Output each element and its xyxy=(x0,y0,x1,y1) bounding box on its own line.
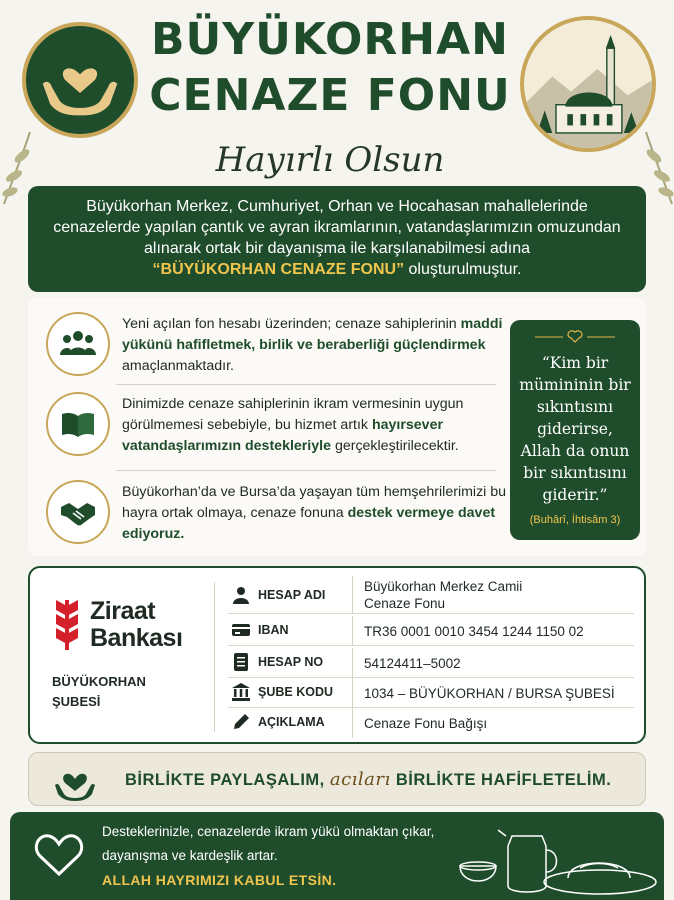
description-row xyxy=(228,708,634,738)
row-label: AÇIKLAMA xyxy=(258,715,325,729)
quote-source: (Buhârî, İhtisâm 3) xyxy=(529,514,621,526)
feature-text-1 xyxy=(122,314,512,377)
feature-3-bold: destek vermeye davet ediyoruz. xyxy=(122,505,496,542)
row-label: HESAP NO xyxy=(258,655,324,669)
quote-text: “Kim bir mümininin bir sıkıntısını giderirse, Allah da onun bir sıkıntısını giderir.” xyxy=(519,354,631,504)
branch-line-1: BÜYÜKORHAN xyxy=(52,674,146,689)
slogan-script: acıları xyxy=(329,769,391,790)
branch-code-value: 1034 – BÜYÜKORHAN / BURSA ŞUBESİ xyxy=(364,686,615,701)
footer-line-1: Desteklerinizle, cenazelerde ikram yükü olmaktan çıkar, xyxy=(102,824,435,839)
description-value: Cenaze Fonu Bağışı xyxy=(364,716,488,731)
hadith-quote-card xyxy=(510,320,640,540)
intro-text: Büyükorhan Merkez, Cumhuriyet, Orhan ve Hocahasan mahallelerinde cenazelerde yapılan çantık ve ayran ikramlarının, vatandaşlarımızın omuzundan alınarak ortak bir dayanışma ile karşılanabilmesi adına xyxy=(53,198,621,257)
account-number-row xyxy=(228,648,634,678)
feature-text-2 xyxy=(122,394,512,457)
feature-1-text-b: amaçlanmaktadır. xyxy=(122,358,234,374)
bank-info-box xyxy=(28,566,646,744)
title-line-2: CENAZE FONU xyxy=(149,70,511,121)
bank-name-line-1: Ziraat xyxy=(90,597,156,625)
hands-heart-icon xyxy=(26,26,134,134)
feature-2-text-b: gerçekleştirilecektir. xyxy=(334,438,459,454)
slogan-part-1: BİRLİKTE PAYLAŞALIM, xyxy=(125,771,325,789)
hands-heart-emblem xyxy=(22,22,138,138)
people-icon xyxy=(46,312,110,376)
row-label: ŞUBE KODU xyxy=(258,685,334,699)
wheat-icon xyxy=(52,596,82,652)
footer-line-2: dayanışma ve kardeşlik artar. xyxy=(102,848,278,863)
ziraat-bank-logo xyxy=(52,596,202,656)
divider xyxy=(352,576,353,613)
book-icon xyxy=(46,392,110,456)
feature-item-1 xyxy=(46,312,506,384)
footer-line-3: ALLAH HAYRIMIZI KABUL ETSİN. xyxy=(102,872,337,888)
feature-item-2 xyxy=(46,392,506,464)
handshake-icon xyxy=(46,480,110,544)
account-number-value[interactable]: 54124411–5002 xyxy=(364,656,461,671)
account-name-line-2: Cenaze Fonu xyxy=(364,596,446,611)
ayran-and-food-illustration xyxy=(450,816,660,900)
document-icon xyxy=(232,653,250,671)
intro-text-end: oluşturulmuştur. xyxy=(408,261,522,278)
branch-code-row xyxy=(228,678,634,708)
bank-icon xyxy=(232,683,250,701)
feature-1-bold: maddi yükünü hafifletmek, birlik ve beraberliği güçlendirmek xyxy=(122,316,503,353)
title-line-1: BÜYÜKORHAN xyxy=(151,14,509,65)
divider xyxy=(352,708,353,738)
feature-item-3 xyxy=(46,480,506,552)
mosque-icon xyxy=(524,20,652,148)
features-panel xyxy=(28,298,646,556)
feature-text-3 xyxy=(122,482,512,545)
intro-box xyxy=(28,186,646,292)
divider xyxy=(214,582,215,732)
bank-name xyxy=(90,598,182,652)
intro-highlight: “BÜYÜKORHAN CENAZE FONU” xyxy=(152,261,405,278)
feature-1-text-a: Yeni açılan fon hesabı üzerinden; cenaze sahiplerinin xyxy=(122,316,457,332)
branch-line-2: ŞUBESİ xyxy=(52,694,101,709)
pencil-icon xyxy=(232,713,250,731)
feature-2-text-a: Dinimizde cenaze sahiplerinin ikram vermesinin uygun görülmemesi sebebiyle, bu hizmet artık xyxy=(122,396,464,433)
divider xyxy=(116,384,496,385)
iban-value[interactable]: TR36 0001 0010 3454 1244 1150 02 xyxy=(364,624,584,639)
bank-name-line-2: Bankası xyxy=(90,624,183,652)
slogan-part-2: BİRLİKTE HAFİFLETELİM. xyxy=(395,771,612,789)
slogan-text xyxy=(125,769,611,790)
row-label: HESAP ADI xyxy=(258,588,326,602)
divider xyxy=(116,470,496,471)
divider xyxy=(352,616,353,645)
feature-2-bold: hayırsever vatandaşlarımızın destekleriyle xyxy=(122,417,443,454)
divider xyxy=(352,648,353,677)
iban-row xyxy=(228,616,634,646)
branch-name xyxy=(52,672,202,712)
feature-3-text-a: Büyükorhan’da ve Bursa’da yaşayan tüm hemşehrilerimizi bu hayra ortak olmaya, cenaze fonuna xyxy=(122,484,507,521)
account-name-value xyxy=(364,578,522,612)
person-icon xyxy=(232,586,250,604)
heart-icon xyxy=(34,832,84,878)
slogan-banner xyxy=(28,752,646,806)
account-name-row xyxy=(228,576,634,614)
ornament-icon xyxy=(535,330,615,344)
hands-heart-icon xyxy=(53,761,97,801)
subtitle: Hayırlı Olsun xyxy=(215,140,445,180)
card-icon xyxy=(232,621,250,639)
divider xyxy=(352,678,353,707)
row-label: IBAN xyxy=(258,623,289,637)
account-name-line-1: Büyükorhan Merkez Camii xyxy=(364,579,523,594)
footer-banner xyxy=(10,812,664,900)
